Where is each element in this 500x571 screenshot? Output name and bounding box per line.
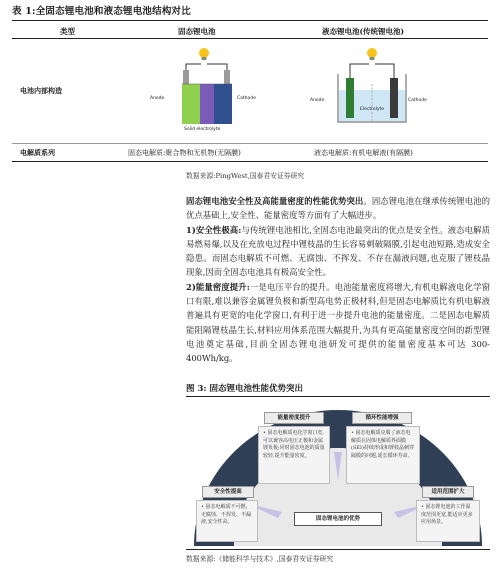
safety-paragraph: [186, 223, 490, 280]
intro-bold: 固态锂电池安全性及高能量密度的性能优势突出: [186, 196, 364, 206]
bulb-icon: [199, 48, 209, 58]
liquid-anode-label: Anode: [310, 98, 325, 103]
liquid-electrolyte-label: Electrolyte: [360, 107, 385, 112]
intro-rest: 。固态锂电池在继承传统锂电池的优点基础上,安全性、能量密度等方面有了大幅进步。: [186, 196, 490, 221]
table-top-rule: [12, 20, 488, 21]
row-label-structure: 电池内部构造: [20, 86, 62, 95]
bulb-icon: [367, 48, 377, 58]
temp-text: • 固态锂电池的工作温度范围更宽,能适应更多应用场景。: [416, 500, 480, 542]
solid-electrolyte-label: Solid electrolyte: [184, 127, 221, 132]
safety-text: • 固态电解质不可燃、无腐蚀、不挥发、不漏液,安全性高。: [196, 500, 258, 542]
p2-bold: 2)能量密度提升:: [186, 281, 250, 292]
energy-text: • 固态电解质电化学窗口宽,可以兼容高电压正极和金属锂负极;同时固态电池的质量较轻,提升能量密度。: [258, 426, 330, 484]
solid-electrolyte-desc: 固态电解质:聚合物和无机物(无隔膜): [128, 149, 241, 157]
center-label: 固态锂电池的优势: [294, 512, 382, 526]
row-label-electrolyte: 电解质系列: [20, 148, 55, 157]
solid-anode-label: Anode: [150, 96, 165, 101]
liquid-battery-diagram: [312, 44, 432, 136]
figure-source: 数据来源:《储能科学与技术》,国泰君安证券研究: [186, 555, 334, 563]
cycle-head: 循环性能增强: [352, 412, 412, 424]
figure-bottom-rule: [186, 549, 490, 550]
liquid-cathode-label: Cathode: [408, 98, 427, 103]
p1-bold: 1)安全性极高:: [186, 224, 242, 235]
solid-battery-diagram: [150, 44, 260, 136]
intro-paragraph: [186, 194, 490, 223]
cycle-text: • 固态电解质克服了液态电解质在固体电解质界面膜(SEI)持续形成和锂枝晶刺穿隔膜的问题,延长循环寿命。: [346, 426, 420, 484]
body-paragraphs: [186, 194, 490, 366]
table-title: 表 1:全固态锂电池和液态锂电池结构对比: [12, 6, 191, 17]
advantages-diagram: [186, 400, 490, 548]
p2-rest: 一是电压平台的提升。电池能量密度将增大,有机电解液电化学窗口有限,难以兼容金属锂负极和新型高电势正极材料,但是固态电解质比有机电解液普遍具有更宽的电化学窗口,有利于进一步提升电池的能量密度。二是固态电解质能阻隔锂枝晶生长,材料应用体系范围大幅提升,为具有更高能量密度空间的新型锂电池奠定基础,目前全固态锂电池研发可提供的能量密度基本可达 300-400Wh/kg。: [186, 281, 490, 364]
cathode-electrode: [390, 78, 398, 118]
anode-layer: [182, 84, 200, 124]
energy-head: 能量密度提升: [264, 412, 324, 424]
header-solid: 固态锂电池: [178, 27, 216, 36]
p1-rest: 与传统锂电池相比,全固态电池最突出的优点是安全性。液态电解质易燃易爆,以及在充放电过程中锂枝晶的生长容易刺破隔膜,引起电池短路,造成安全隐患。而固态电解质不可燃、无腐蚀、不挥发、不存在漏液问题,也克服了锂枝晶现象,因而全固态电池具有极高安全性。: [186, 224, 490, 278]
table-bottom-rule: [12, 161, 488, 162]
solid-cathode-label: Cathode: [237, 96, 256, 101]
temp-head: 适用范围扩大: [422, 486, 474, 498]
header-rule: [12, 38, 488, 39]
anode-electrode: [346, 78, 354, 118]
header-liquid: 液态锂电池(传统锂电池): [322, 27, 405, 36]
energy-paragraph: [186, 280, 490, 366]
cathode-layer: [214, 84, 232, 124]
liquid-electrolyte-desc: 液态电解质:有机电解液(有隔膜): [314, 149, 413, 157]
figure-top-rule: [186, 396, 490, 397]
safety-head: 安全性提高: [202, 486, 254, 498]
header-type: 类型: [60, 27, 75, 36]
row-rule: [12, 143, 488, 144]
figure-title: 图 3: 固态锂电池性能优势突出: [186, 384, 303, 394]
solid-electrolyte-layer: [200, 84, 214, 124]
table-source: 数据来源:PingWest,国泰君安证券研究: [186, 172, 305, 180]
